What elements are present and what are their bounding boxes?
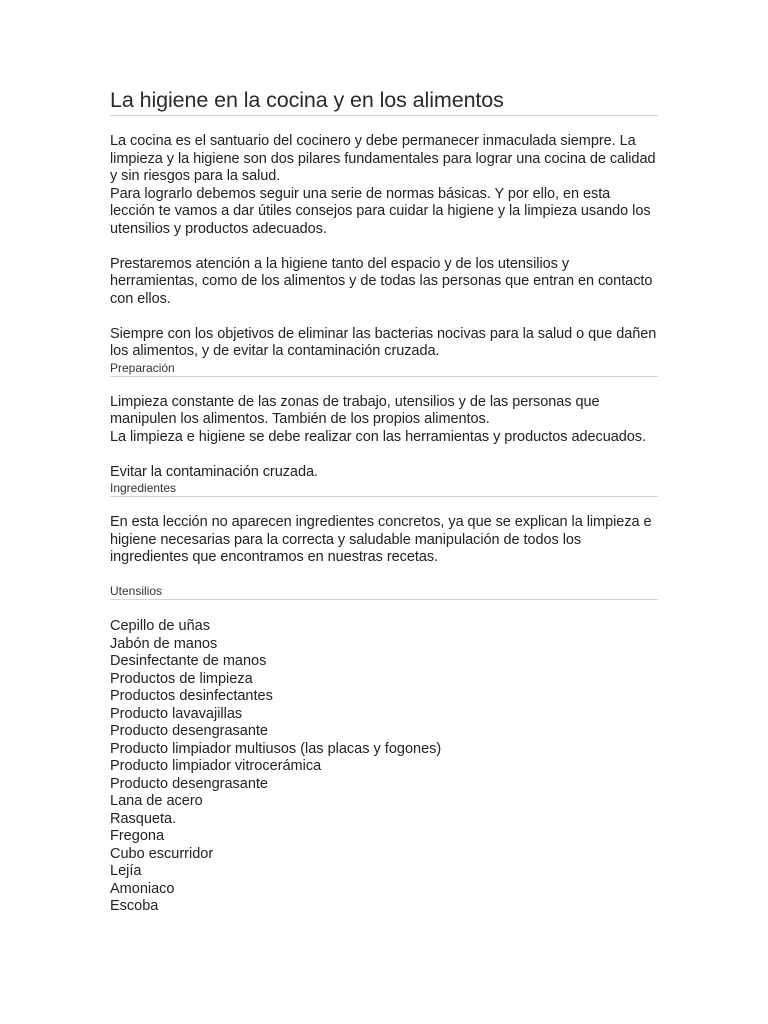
spacer <box>110 567 658 585</box>
preparacion-paragraph-3: Evitar la contaminación cruzada. <box>110 463 318 480</box>
list-item: Desinfectante de manos <box>110 653 267 669</box>
spacer <box>110 308 658 326</box>
list-item: Rasqueta. <box>110 810 177 827</box>
document-page <box>110 86 658 916</box>
list-item: Lana de acero <box>110 793 203 809</box>
section-heading-ingredientes: Ingredientes <box>110 481 658 497</box>
intro-paragraph-2: Para lograrlo debemos seguir una serie de normas básicas. Y por ello, en esta lección te vamos a dar útiles consejos para cuidar la higiene y la limpieza usando los utensilios y productos adecuados. <box>110 185 651 237</box>
list-item: Lejía <box>110 863 142 879</box>
section-heading-preparacion: Preparación <box>110 361 658 377</box>
section-heading-utensilios: Utensilios <box>110 584 658 600</box>
list-item: Jabón de manos <box>110 635 218 652</box>
spacer <box>110 377 658 394</box>
spacer <box>110 238 658 256</box>
intro-paragraph-4: Siempre con los objetivos de eliminar las bacterias nocivas para la salud o que dañen los alimentos, y de evitar la contaminación cruzada. <box>110 325 657 359</box>
page-title: La higiene en la cocina y en los alimentos <box>110 86 658 116</box>
list-item: Productos desinfectantes <box>110 688 273 704</box>
list-item: Amoniaco <box>110 880 175 897</box>
list-item: Producto lavavajillas <box>110 705 243 722</box>
spacer <box>110 116 658 133</box>
spacer <box>110 600 658 618</box>
list-item: Cubo escurridor <box>110 845 214 862</box>
list-item: Producto limpiador multiusos (las placas y fogones) <box>110 740 442 757</box>
list-item: Cepillo de uñas <box>110 618 210 634</box>
list-item: Producto desengrasante <box>110 775 268 792</box>
list-item: Escoba <box>110 898 159 914</box>
list-item: Fregona <box>110 828 165 844</box>
spacer <box>110 446 658 464</box>
spacer <box>110 497 658 514</box>
preparacion-paragraph-1: Limpieza constante de las zonas de trabajo, utensilios y de las personas que manipulen los alimentos. También de los propios alimentos. <box>110 393 600 427</box>
intro-paragraph-1: La cocina es el santuario del cocinero y debe permanecer inmaculada siempre. La limpieza y la higiene son dos pilares fundamentales para lograr una cocina de calidad y sin riesgos para la salud. <box>110 133 656 184</box>
list-item: Producto limpiador vitrocerámica <box>110 758 322 774</box>
utensilios-list <box>110 618 658 916</box>
preparacion-paragraph-2: La limpieza e higiene se debe realizar con las herramientas y productos adecuados. <box>110 428 646 445</box>
intro-paragraph-3: Prestaremos atención a la higiene tanto del espacio y de los utensilios y herramientas, como de los alimentos y de todas las personas que entran en contacto con ellos. <box>110 255 653 307</box>
list-item: Producto desengrasante <box>110 723 268 739</box>
ingredientes-paragraph-1: En esta lección no aparecen ingredientes concretos, ya que se explican la limpieza e higiene necesarias para la correcta y saludable manipulación de todos los ingredientes que encontramos en nuestras recetas. <box>110 514 652 565</box>
list-item: Productos de limpieza <box>110 670 253 687</box>
